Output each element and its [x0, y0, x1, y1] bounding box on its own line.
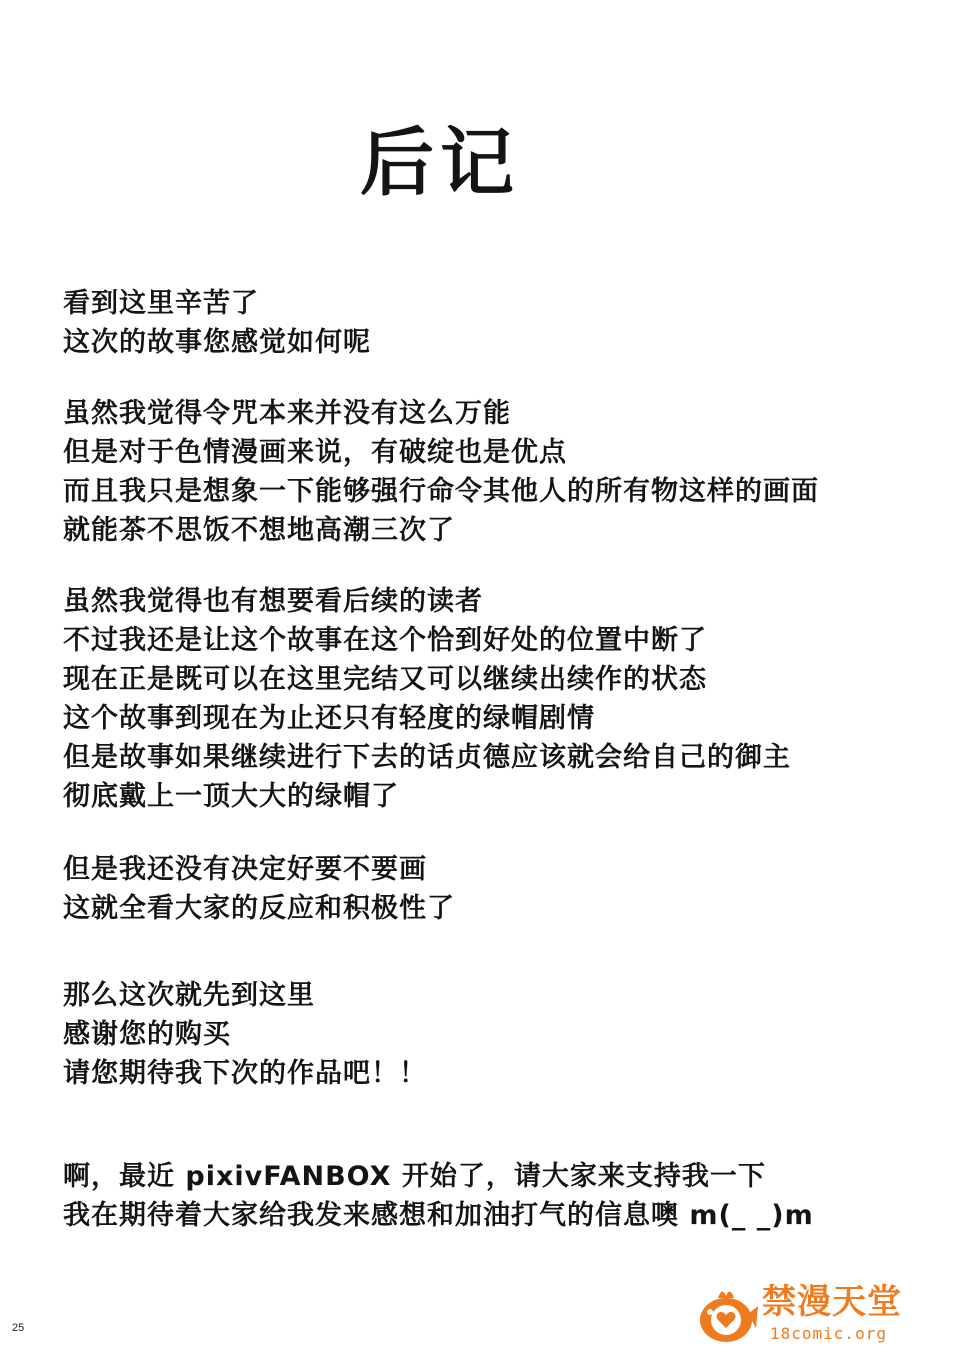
watermark-name: 禁漫天堂	[762, 1282, 902, 1322]
text-line: 虽然我觉得令咒本来并没有这么万能	[63, 398, 511, 429]
text-line: 啊，最近 pixivFANBOX 开始了，请大家来支持我一下	[63, 1161, 766, 1192]
paragraph-1	[63, 284, 953, 362]
text-line: 不过我还是让这个故事在这个恰到好处的位置中断了	[63, 625, 707, 656]
paragraph-4	[63, 850, 953, 928]
text-line: 而且我只是想象一下能够强行命令其他人的所有物这样的画面	[63, 476, 819, 507]
text-line: 但是对于色情漫画来说，有破绽也是优点	[63, 437, 567, 468]
text-line: 但是故事如果继续进行下去的话贞德应该就会给自己的御主	[63, 742, 791, 773]
text-line: 现在正是既可以在这里完结又可以继续出续作的状态	[63, 664, 707, 695]
text-line: 但是我还没有决定好要不要画	[63, 854, 427, 885]
page-title: 后记	[360, 120, 520, 206]
text-line: 这次的故事您感觉如何呢	[63, 327, 371, 358]
text-line: 那么这次就先到这里	[63, 980, 315, 1011]
afterword-body	[63, 284, 953, 1235]
site-watermark	[696, 1278, 926, 1348]
paragraph-2	[63, 394, 953, 550]
page-number: 25	[12, 1322, 25, 1334]
text-line: 就能茶不思饭不想地高潮三次了	[63, 515, 455, 546]
text-line: 我在期待着大家给我发来感想和加油打气的信息噢 m(_ _)m	[63, 1200, 814, 1231]
watermark-site: 18comic.org	[770, 1324, 887, 1343]
text-line: 彻底戴上一顶大大的绿帽了	[63, 781, 399, 812]
paragraph-5	[63, 976, 953, 1093]
text-line: 请您期待我下次的作品吧！！	[63, 1058, 427, 1089]
text-line: 这就全看大家的反应和积极性了	[63, 893, 455, 924]
text-line: 虽然我觉得也有想要看后续的读者	[63, 586, 483, 617]
paragraph-6	[63, 1157, 953, 1235]
paragraph-3	[63, 582, 953, 816]
text-line: 这个故事到现在为止还只有轻度的绿帽剧情	[63, 703, 595, 734]
orange-fish-heart-icon	[696, 1284, 758, 1344]
text-line: 感谢您的购买	[63, 1019, 231, 1050]
text-line: 看到这里辛苦了	[63, 288, 259, 319]
